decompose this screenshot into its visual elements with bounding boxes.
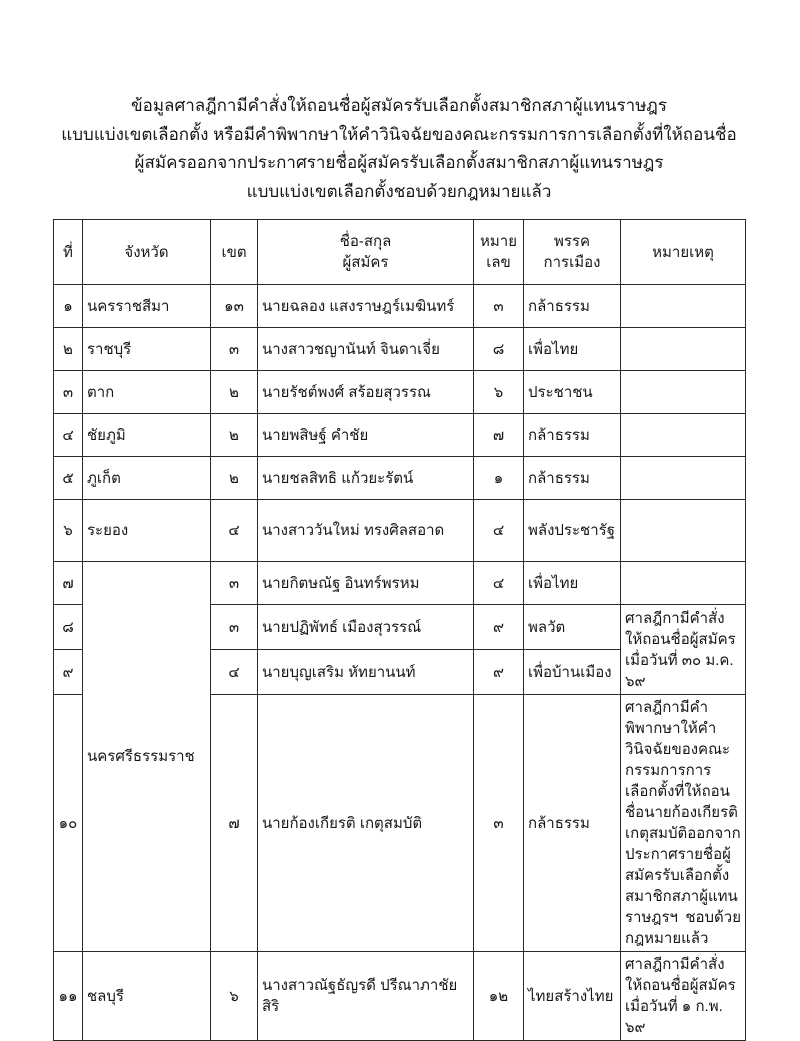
number-cell: ๔: [474, 562, 524, 605]
remark-cell: [621, 285, 746, 328]
header-province: จังหวัด: [83, 220, 211, 285]
name-cell: นางสาวณัฐธัญรดี ปรีณาภาชัยสิริ: [258, 952, 474, 1041]
party-cell: พลังประชารัฐ: [524, 500, 621, 562]
number-cell: ๘: [474, 328, 524, 371]
title-line-1: ข้อมูลศาลฎีกามีคำสั่งให้ถอนชื่อผู้สมัครรับเลือกตั้งสมาชิกสภาผู้แทนราษฎร: [131, 96, 667, 115]
province-cell: นครราชสีมา: [83, 285, 211, 328]
remark-cell: [621, 457, 746, 500]
number-cell: ๖: [474, 371, 524, 414]
header-row: [54, 220, 746, 285]
remark-cell: ศาลฎีกามีคำพิพากษาให้คำวินิจฉัยของคณะกรรมการการเลือกตั้งที่ให้ถอนชื่อนายก้องเกียรติ เกตุสมบัติออกจากประกาศรายชื่อผู้สมัครรับเลือกตั้งสมาชิกสภาผู้แทนราษฎรฯ ชอบด้วยกฎหมายแล้ว: [621, 695, 746, 952]
name-cell: นางสาววันใหม่ ทรงศิลสอาด: [258, 500, 474, 562]
table-row: [54, 562, 746, 605]
district-cell: ๔: [211, 500, 258, 562]
remark-cell: [621, 328, 746, 371]
no-cell: ๑๐: [54, 695, 83, 952]
table-row: [54, 414, 746, 457]
district-cell: ๒: [211, 414, 258, 457]
document-title: [53, 92, 745, 206]
district-cell: ๗: [211, 695, 258, 952]
district-cell: ๔: [211, 650, 258, 695]
district-cell: ๖: [211, 952, 258, 1041]
district-cell: ๑๓: [211, 285, 258, 328]
party-cell: กล้าธรรม: [524, 414, 621, 457]
table-row: [54, 952, 746, 1041]
table-row: [54, 328, 746, 371]
party-cell: เพื่อไทย: [524, 562, 621, 605]
name-cell: นายบุญเสริม หัทยานนท์: [258, 650, 474, 695]
name-cell: นายปฏิพัทธ์ เมืองสุวรรณ์: [258, 605, 474, 650]
table-row: [54, 457, 746, 500]
no-cell: ๑: [54, 285, 83, 328]
name-cell: นายฉลอง แสงราษฎร์เมฆินทร์: [258, 285, 474, 328]
name-cell: นายก้องเกียรติ เกตุสมบัติ: [258, 695, 474, 952]
header-party: [524, 220, 621, 285]
district-cell: ๒: [211, 457, 258, 500]
no-cell: ๔: [54, 414, 83, 457]
header-number-line2: เลข: [486, 254, 511, 271]
number-cell: ๑: [474, 457, 524, 500]
district-cell: ๓: [211, 562, 258, 605]
province-cell: ระยอง: [83, 500, 211, 562]
remark-cell: [621, 500, 746, 562]
title-line-2: แบบแบ่งเขตเลือกตั้ง หรือมีคำพิพากษาให้คำวินิจฉัยของคณะกรรมการการเลือกตั้งที่ให้ถอนชื่อ: [61, 124, 737, 144]
party-cell: พลวัต: [524, 605, 621, 650]
name-cell: นายพสิษฐ์ คำชัย: [258, 414, 474, 457]
table-row: [54, 285, 746, 328]
province-cell-merged: นครศรีธรรมราช: [83, 562, 211, 952]
header-candidate-name: [258, 220, 474, 285]
header-district: เขต: [211, 220, 258, 285]
number-cell: ๗: [474, 414, 524, 457]
header-no: ที่: [54, 220, 83, 285]
remark-cell: [621, 371, 746, 414]
remark-cell-merged: ศาลฎีกามีคำสั่งให้ถอนชื่อผู้สมัคร เมื่อวันที่ ๓๐ ม.ค. ๖๙: [621, 605, 746, 695]
party-cell: เพื่อไทย: [524, 328, 621, 371]
province-cell: ชัยภูมิ: [83, 414, 211, 457]
remark-cell: ศาลฎีกามีคำสั่งให้ถอนชื่อผู้สมัคร เมื่อวันที่ ๑ ก.พ. ๖๙: [621, 952, 746, 1041]
number-cell: ๓: [474, 285, 524, 328]
header-number: [474, 220, 524, 285]
number-cell: ๑๒: [474, 952, 524, 1041]
province-cell: ราชบุรี: [83, 328, 211, 371]
party-cell: ไทยสร้างไทย: [524, 952, 621, 1041]
header-remark: หมายเหตุ: [621, 220, 746, 285]
header-party-line1: พรรค: [553, 233, 591, 250]
province-cell: ชลบุรี: [83, 952, 211, 1041]
party-cell: กล้าธรรม: [524, 457, 621, 500]
no-cell: ๙: [54, 650, 83, 695]
name-cell: นายรัชต์พงศ์ สร้อยสุวรรณ: [258, 371, 474, 414]
name-cell: นางสาวชญานันท์ จินดาเจี่ย: [258, 328, 474, 371]
table-row: [54, 500, 746, 562]
title-line-3: ผู้สมัครออกจากประกาศรายชื่อผู้สมัครรับเลือกตั้งสมาชิกสภาผู้แทนราษฎร: [134, 153, 664, 172]
no-cell: ๕: [54, 457, 83, 500]
header-candidate-name-line2: ผู้สมัคร: [342, 254, 389, 271]
no-cell: ๘: [54, 605, 83, 650]
title-line-4: แบบแบ่งเขตเลือกตั้งชอบด้วยกฎหมายแล้ว: [246, 181, 552, 201]
district-cell: ๓: [211, 605, 258, 650]
remark-cell: [621, 414, 746, 457]
number-cell: ๙: [474, 605, 524, 650]
disqualified-candidates-table: [53, 219, 746, 1041]
number-cell: ๔: [474, 500, 524, 562]
no-cell: ๒: [54, 328, 83, 371]
district-cell: ๒: [211, 371, 258, 414]
no-cell: ๓: [54, 371, 83, 414]
no-cell: ๗: [54, 562, 83, 605]
party-cell: เพื่อบ้านเมือง: [524, 650, 621, 695]
number-cell: ๙: [474, 650, 524, 695]
party-cell: กล้าธรรม: [524, 695, 621, 952]
no-cell: ๖: [54, 500, 83, 562]
name-cell: นายชลสิทธิ แก้วยะรัตน์: [258, 457, 474, 500]
district-cell: ๓: [211, 328, 258, 371]
no-cell: ๑๑: [54, 952, 83, 1041]
party-cell: กล้าธรรม: [524, 285, 621, 328]
remark-cell: [621, 562, 746, 605]
header-party-line2: การเมือง: [543, 254, 601, 271]
table-row: [54, 371, 746, 414]
header-number-line1: หมาย: [480, 233, 517, 250]
province-cell: ตาก: [83, 371, 211, 414]
province-cell: ภูเก็ต: [83, 457, 211, 500]
header-candidate-name-line1: ชื่อ-สกุล: [339, 233, 392, 250]
number-cell: ๓: [474, 695, 524, 952]
name-cell: นายกิตษณัฐ อินทร์พรหม: [258, 562, 474, 605]
party-cell: ประชาชน: [524, 371, 621, 414]
